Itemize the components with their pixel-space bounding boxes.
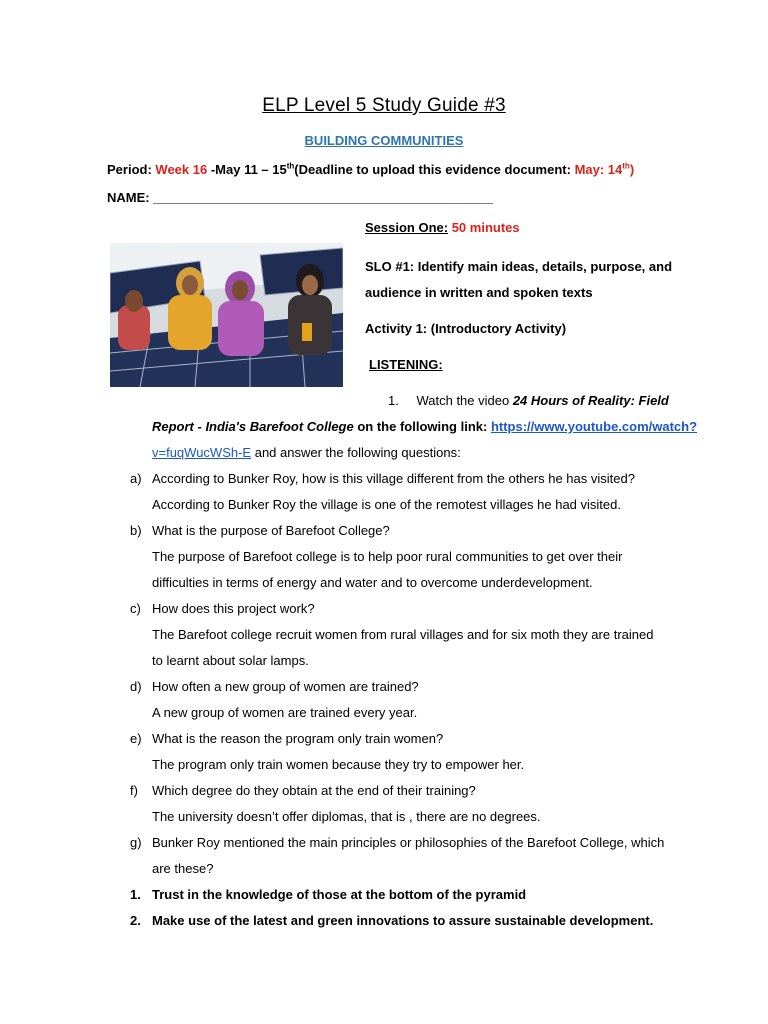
watch-line-1 [388, 393, 669, 408]
principle-text: Make use of the latest and green innovations to assure sustainable development. [152, 913, 654, 928]
video-link-continued[interactable]: v=fuqWucWSh-E [152, 445, 252, 460]
name-line [107, 190, 493, 205]
question-letter: f) [130, 783, 138, 798]
principle-number: 2. [130, 913, 141, 928]
principle-number: 1. [130, 887, 141, 902]
watch-prefix: Watch the video [416, 393, 513, 408]
question-letter: e) [130, 731, 142, 746]
question-letter: c) [130, 601, 141, 616]
answer-text: difficulties in terms of energy and water and to overcome underdevelopment. [152, 575, 593, 590]
deadline-date-sup: th [622, 161, 630, 171]
activity-heading: Activity 1: (Introductory Activity) [365, 321, 567, 336]
session-label: Session One: [365, 220, 449, 235]
answer-text: The program only train women because they try to empower her. [152, 757, 525, 772]
answer-text: According to Bunker Roy the village is one of the remotest villages he had visited. [152, 497, 621, 512]
answer-text: to learnt about solar lamps. [152, 653, 309, 668]
photo-illustration [110, 243, 343, 387]
principle-text: Trust in the knowledge of those at the bottom of the pyramid [152, 887, 527, 902]
period-week: Week 16 [155, 162, 208, 177]
name-blank: _______________________________________________ [153, 190, 494, 205]
answer-text: The university doesn’t offer diplomas, that is , there are no degrees. [152, 809, 541, 824]
period-label: Period: [107, 162, 152, 177]
question-letter: a) [130, 471, 142, 486]
video-link[interactable]: https://www.youtube.com/watch? [490, 419, 698, 434]
period-dates-sup: th [286, 161, 295, 171]
answer-text: The purpose of Barefoot college is to help poor rural communities to get over their [152, 549, 623, 564]
slo-line-2: audience in written and spoken texts [365, 285, 593, 300]
period-dates: May 11 – 15 [215, 162, 287, 177]
period-dash: - [207, 162, 216, 177]
question-letter: g) [130, 835, 142, 850]
question-letter: d) [130, 679, 142, 694]
answer-text: are these? [152, 861, 214, 876]
answer-text: A new group of women are trained every year. [152, 705, 418, 720]
question-text: Which degree do they obtain at the end of their training? [152, 783, 476, 798]
session-duration: 50 minutes [451, 220, 520, 235]
session-line [365, 220, 520, 235]
watch-line-3 [152, 445, 461, 460]
slo-line-1: SLO #1: Identify main ideas, details, purpose, and [365, 259, 673, 274]
question-text: How often a new group of women are trained? [152, 679, 419, 694]
question-text: According to Bunker Roy, how is this village different from the others he has visited? [152, 471, 635, 486]
solar-panels-photo [110, 243, 343, 387]
watch-suffix: and answer the following questions: [251, 445, 461, 460]
deadline-date: May: 14 [574, 162, 623, 177]
period-line [107, 162, 634, 177]
video-title-part-2: Report - India's Barefoot College [152, 419, 354, 434]
listening-heading: LISTENING: [369, 357, 443, 372]
deadline-close: ) [629, 162, 635, 177]
question-text: What is the purpose of Barefoot College? [152, 523, 390, 538]
answer-text: The Barefoot college recruit women from rural villages and for six moth they are trained [152, 627, 654, 642]
video-title-part-1: 24 Hours of Reality: Field [512, 393, 669, 408]
watch-number: 1. [388, 393, 399, 408]
page-title: ELP Level 5 Study Guide #3 [262, 95, 506, 116]
name-label: NAME: [107, 190, 150, 205]
question-letter: b) [130, 523, 142, 538]
watch-line-2 [152, 419, 697, 434]
question-text: Bunker Roy mentioned the main principles or philosophies of the Barefoot College, which [152, 835, 665, 850]
question-text: How does this project work? [152, 601, 315, 616]
question-text: What is the reason the program only train women? [152, 731, 444, 746]
watch-mid: on the following link: [353, 419, 491, 434]
page-subtitle: BUILDING COMMUNITIES [304, 133, 464, 148]
deadline-prefix: (Deadline to upload this evidence document: [294, 162, 575, 177]
